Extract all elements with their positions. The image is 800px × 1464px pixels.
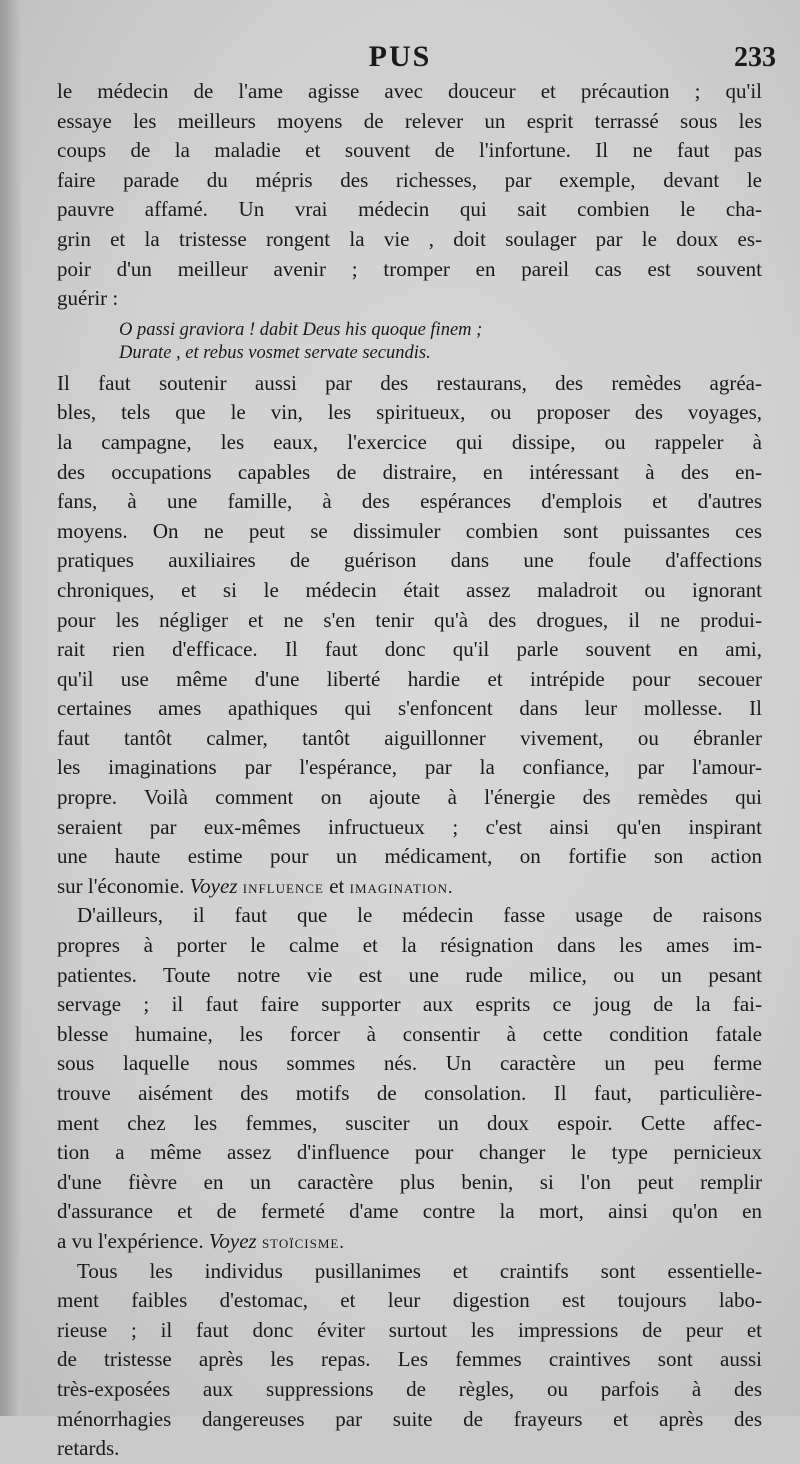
text-line: poir d'un meilleur avenir ; tromper en pareil cas est souvent bbox=[57, 256, 762, 281]
text-line: fans, à une famille, à des espérances d'emplois et d'autres bbox=[57, 489, 762, 514]
text-line: D'ailleurs, il faut que le médecin fasse usage de raisons bbox=[77, 903, 762, 928]
voyez-label: Voyez bbox=[189, 873, 238, 898]
text-line: propre. Voilà comment on ajoute à l'énergie des remèdes qui bbox=[57, 785, 762, 810]
text-line: retards. bbox=[57, 1436, 120, 1461]
text-line: patientes. Toute notre vie est une rude milice, ou un pesant bbox=[57, 962, 762, 987]
text-line: des occupations capables de distraire, en intéressant à des en- bbox=[57, 459, 762, 484]
text-line: coups de la maladie et souvent de l'infortune. Il ne faut pas bbox=[57, 138, 762, 163]
text-line: blesse humaine, les forcer à consentir à cette condition fatale bbox=[57, 1021, 762, 1046]
text-line-cross-reference bbox=[57, 872, 762, 902]
text-line: certaines ames apathiques qui s'enfoncent dans leur mollesse. Il bbox=[57, 696, 762, 721]
line-text: sur l'économie. bbox=[57, 873, 185, 898]
text-line: de tristesse après les repas. Les femmes craintives sont aussi bbox=[57, 1347, 762, 1372]
text-line: pour les négliger et ne s'en tenir qu'à des drogues, il ne produi- bbox=[57, 607, 762, 632]
text-line: ménorrhagies dangereuses par suite de frayeurs et après des bbox=[57, 1406, 762, 1431]
verse-line: O passi graviora ! dabit Deus his quoque finem ; bbox=[119, 319, 483, 340]
cross-reference-link: influence bbox=[242, 876, 324, 897]
text-line: faire parade du mépris des richesses, par exemple, devant le bbox=[57, 167, 762, 192]
page-gutter-shadow bbox=[0, 0, 22, 1416]
text-line: ment chez les femmes, susciter un doux espoir. Cette affec- bbox=[57, 1110, 762, 1135]
text-line: une haute estime pour un médicament, on fortifie son action bbox=[57, 844, 762, 869]
body-text bbox=[57, 77, 762, 1464]
text-line: essaye les meilleurs moyens de relever un esprit terrassé sous les bbox=[57, 108, 762, 133]
text-line: rait rien d'efficace. Il faut donc qu'il parle souvent en ami, bbox=[57, 637, 762, 662]
text-line: trouve aisément des motifs de consolation. Il faut, particulière- bbox=[57, 1081, 762, 1105]
conjunction: et bbox=[329, 873, 345, 898]
page-number: 233 bbox=[734, 42, 776, 73]
cross-reference-link: stoïcisme. bbox=[261, 1231, 345, 1252]
text-line-cross-reference bbox=[57, 1227, 762, 1257]
text-line: Tous les individus pusillanimes et craintifs sont essentielle- bbox=[77, 1258, 762, 1283]
text-line: propres à porter le calme et la résignation dans les ames im- bbox=[57, 933, 762, 958]
page-header bbox=[0, 40, 800, 80]
text-line: ment faibles d'estomac, et leur digestion est toujours labo- bbox=[57, 1288, 762, 1313]
text-line: sous laquelle nous sommes nés. Un caractère un peu ferme bbox=[57, 1051, 762, 1076]
voyez-label: Voyez bbox=[208, 1228, 257, 1253]
text-line: très-exposées aux suppressions de règles, ou parfois à des bbox=[57, 1376, 762, 1401]
text-line: chroniques, et si le médecin était assez maladroit ou ignorant bbox=[57, 577, 762, 602]
text-line: tion a même assez d'influence pour changer le type pernicieux bbox=[57, 1140, 762, 1165]
text-line: d'une fièvre en un caractère plus benin, si l'on peut remplir bbox=[57, 1169, 762, 1194]
text-line: la campagne, les eaux, l'exercice qui dissipe, ou rappeler à bbox=[57, 429, 762, 454]
running-head: PUS bbox=[368, 40, 432, 73]
verse-line: Durate , et rebus vosmet servate secundis. bbox=[119, 342, 431, 363]
text-line: d'assurance et de fermeté d'ame contre la mort, ainsi qu'on en bbox=[57, 1199, 762, 1224]
text-line: faut tantôt calmer, tantôt aiguillonner vivement, ou ébranler bbox=[57, 725, 762, 750]
text-line: servage ; il faut faire supporter aux esprits ce joug de la fai- bbox=[57, 992, 762, 1017]
cross-reference-link: imagination. bbox=[349, 876, 454, 897]
text-line: moyens. On ne peut se dissimuler combien sont puissantes ces bbox=[57, 518, 762, 543]
text-line: pauvre affamé. Un vrai médecin qui sait combien le cha- bbox=[57, 197, 762, 222]
text-line: rieuse ; il faut donc éviter surtout les impressions de peur et bbox=[57, 1317, 762, 1342]
text-line: qu'il use même d'une liberté hardie et intrépide pour secouer bbox=[57, 666, 762, 691]
text-line: guérir : bbox=[57, 286, 119, 311]
text-line: seraient par eux-mêmes infructueux ; c'est ainsi qu'en inspirant bbox=[57, 814, 762, 839]
text-line: Il faut soutenir aussi par des restaurans, des remèdes agréa- bbox=[57, 370, 762, 395]
text-line: grin et la tristesse rongent la vie , doit soulager par le doux es- bbox=[57, 226, 762, 251]
line-text: a vu l'expérience. bbox=[57, 1228, 204, 1253]
text-line: pratiques auxiliaires de guérison dans une foule d'affections bbox=[57, 548, 762, 573]
text-line: bles, tels que le vin, les spiritueux, ou proposer des voyages, bbox=[57, 400, 762, 425]
text-line: le médecin de l'ame agisse avec douceur et précaution ; qu'il bbox=[57, 79, 762, 103]
text-line: les imaginations par l'espérance, par la confiance, par l'amour- bbox=[57, 755, 762, 780]
